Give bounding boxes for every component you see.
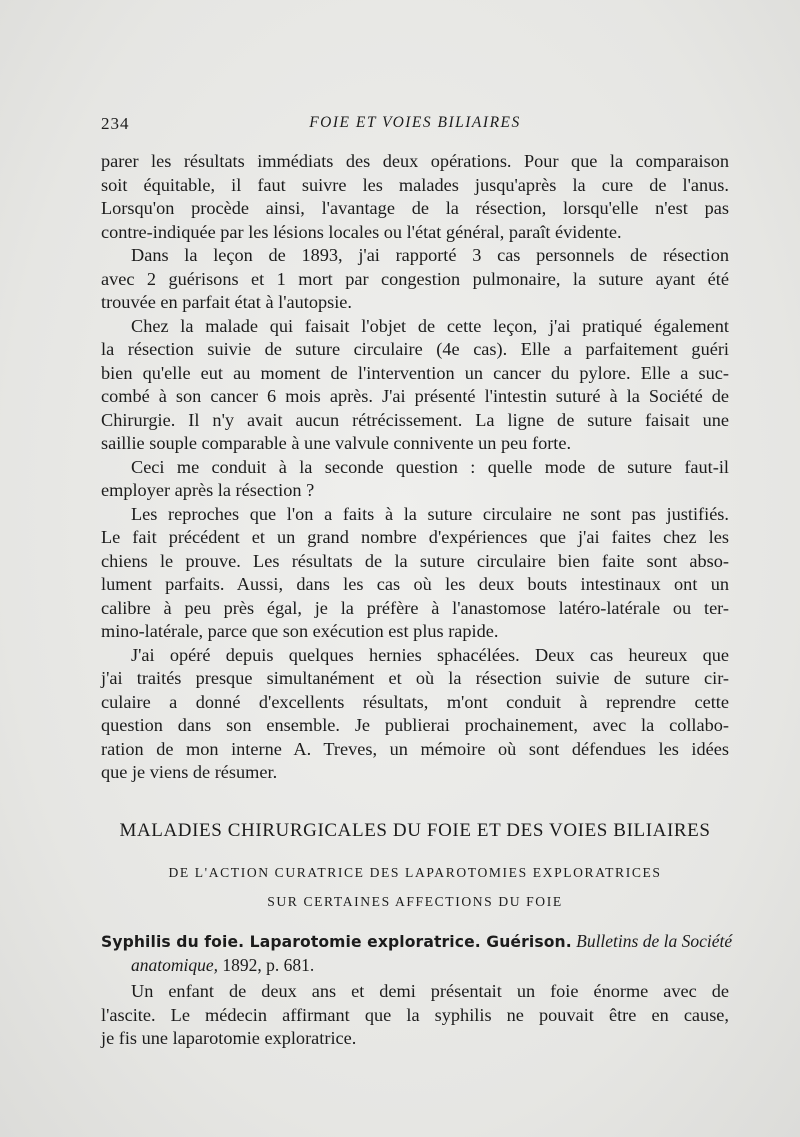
paragraph — [101, 315, 729, 456]
text-line: Ceci me conduit à la seconde question : quelle mode de suture faut-il — [131, 456, 729, 477]
text-line: soit équitable, il faut suivre les malades jusqu'après la cure de l'anus. — [101, 174, 729, 195]
text-line: je fis une laparotomie exploratrice. — [101, 1028, 357, 1048]
paragraph — [101, 150, 729, 244]
text-line: Les reproches que l'on a faits à la suture circulaire ne sont pas justifiés. — [131, 503, 729, 524]
text-line: question dans son ensemble. Je publierai prochainement, avec la collabo- — [101, 715, 729, 735]
citation-source: Bulletins de la Société — [576, 931, 733, 951]
paragraph — [101, 244, 729, 315]
citation-source: anatomique, — [131, 955, 219, 975]
paragraph — [101, 503, 729, 644]
text-line: Chez la malade qui faisait l'objet de cette leçon, j'ai pratiqué également — [131, 315, 729, 336]
text-line: Un enfant de deux ans et demi présentait un foie énorme avec de — [131, 981, 729, 1001]
text-line: mino-latérale, parce que son exécution est plus rapide. — [101, 621, 499, 641]
citation-year-pages: 1892, p. 681. — [222, 955, 315, 975]
text-line: j'ai traités presque simultanément et où la résection suivie de suture cir- — [101, 668, 729, 688]
citation-line — [101, 930, 733, 954]
text-line: employer après la résection ? — [101, 480, 315, 500]
text-line: lument parfaits. Aussi, dans les cas où les deux bouts intestinaux ont un — [101, 574, 729, 594]
text-line: l'ascite. Le médecin affirmant que la syphilis ne pouvait être en cause, — [101, 1004, 729, 1025]
citation — [101, 930, 733, 977]
text-line: Dans la leçon de 1893, j'ai rapporté 3 cas personnels de résection — [131, 245, 729, 265]
text-line: combé à son cancer 6 mois après. J'ai présenté l'intestin suturé à la Société de — [101, 386, 729, 406]
text-line: calibre à peu près égal, je la préfère à l'anastomose latéro-latérale ou ter- — [101, 597, 729, 618]
text-line: chiens le prouve. Les résultats de la suture circulaire bien faite sont abso- — [101, 550, 729, 571]
text-line: parer les résultats immédiats des deux opérations. Pour que la comparaison — [101, 151, 729, 171]
section-title: MALADIES CHIRURGICALES DU FOIE ET DES VOIES BILIAIRES — [119, 820, 711, 841]
text-line: Le fait précédent et un grand nombre d'expériences que j'ai faites chez les — [101, 527, 729, 547]
text-line: que je viens de résumer. — [101, 762, 278, 782]
paragraph — [101, 456, 729, 503]
text-line: saillie souple comparable à une valvule connivente un peu forte. — [101, 433, 572, 453]
running-head — [101, 114, 729, 138]
running-title: FOIE ET VOIES BILIAIRES — [309, 114, 521, 131]
citation-title: Syphilis du foie. Laparotomie exploratrice. Guérison. — [101, 933, 572, 951]
paragraph — [101, 980, 729, 1051]
text-line: culaire a donné d'excellents résultats, m'ont conduit à reprendre cette — [101, 691, 729, 712]
page-number: 234 — [101, 114, 130, 133]
text-line: la résection suivie de suture circulaire (4e cas). Elle a parfaitement guéri — [101, 339, 729, 359]
text-line: bien qu'elle eut au moment de l'intervention un cancer du pylore. Elle a suc- — [101, 362, 729, 383]
text-line: Lorsqu'on procède ainsi, l'avantage de la résection, lorsqu'elle n'est pas — [101, 198, 729, 218]
text-line: Chirurgie. Il n'y avait aucun rétrécissement. La ligne de suture faisait une — [101, 409, 729, 430]
body-text — [101, 150, 729, 785]
paragraph — [101, 644, 729, 785]
text-line: contre-indiquée par les lésions locales ou l'état général, paraît évidente. — [101, 221, 622, 242]
section-subheading: DE L'ACTION CURATRICE DES LAPAROTOMIES EXPLORATRICES — [168, 865, 662, 880]
text-line: J'ai opéré depuis quelques hernies sphacélées. Deux cas heureux que — [131, 644, 729, 665]
body-text — [101, 980, 729, 1051]
text-line: trouvée en parfait état à l'autopsie. — [101, 292, 352, 312]
text-line: avec 2 guérisons et 1 mort par congestion pulmonaire, la suture ayant été — [101, 268, 729, 289]
text-line: ration de mon interne A. Treves, un mémoire où sont défendues les idées — [101, 738, 729, 759]
section-subheading: SUR CERTAINES AFFECTIONS DU FOIE — [267, 894, 563, 909]
citation-line — [101, 954, 729, 977]
